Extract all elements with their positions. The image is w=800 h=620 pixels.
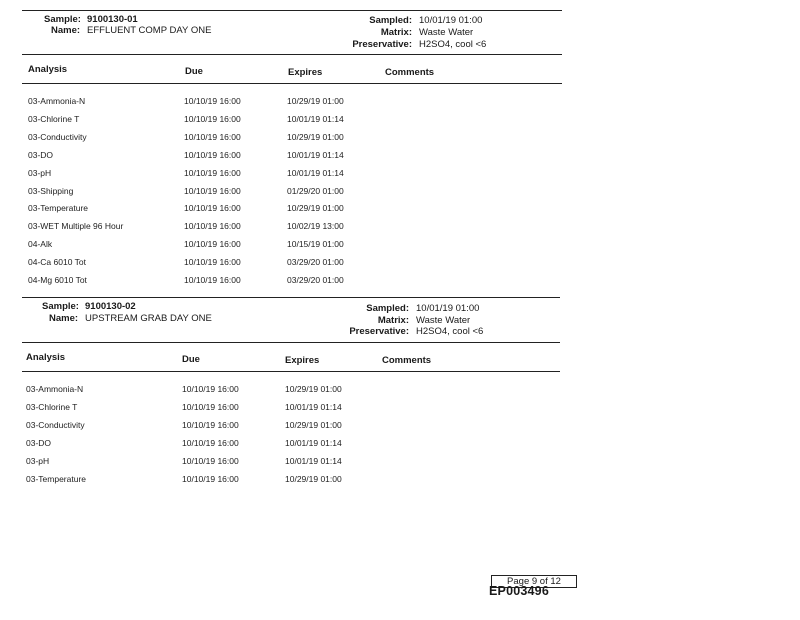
- sample-id: 9100130-01: [87, 14, 138, 25]
- cell-expires: 10/01/19 01:14: [285, 402, 342, 412]
- cell-expires: 01/29/20 01:00: [287, 185, 344, 196]
- page-indicator: Page 9 of 12: [491, 575, 577, 588]
- sample-id: 9100130-02: [85, 301, 136, 312]
- cell-analysis: 04-Alk: [28, 239, 53, 250]
- cell-due: 10/10/19 16:00: [182, 384, 239, 394]
- cell-expires: 10/01/19 01:14: [287, 167, 344, 178]
- matrix-value: Waste Water: [419, 27, 474, 38]
- cell-due: 10/10/19 16:00: [184, 167, 241, 178]
- preservative-value: H2SO4, cool <6: [416, 326, 484, 337]
- sample-name: EFFLUENT COMP DAY ONE: [87, 25, 212, 36]
- cell-expires: 03/29/20 01:00: [287, 275, 344, 285]
- cell-expires: 10/29/19 01:00: [285, 474, 342, 484]
- cell-analysis: 03-Conductivity: [26, 420, 85, 430]
- cell-analysis: 03-Conductivity: [28, 131, 87, 142]
- cell-analysis: 03-WET Multiple 96 Hour: [28, 221, 124, 232]
- cell-expires: 10/15/19 01:00: [287, 239, 344, 250]
- cell-expires: 10/01/19 01:14: [287, 149, 344, 160]
- column-header-due: Due: [185, 66, 203, 77]
- cell-due: 10/10/19 16:00: [182, 474, 239, 484]
- cell-analysis: 03-pH: [28, 167, 52, 178]
- cell-due: 10/10/19 16:00: [182, 438, 239, 448]
- cell-expires: 10/29/19 01:00: [285, 384, 342, 394]
- sample-label: Sample:: [42, 301, 79, 312]
- column-divider: [22, 83, 562, 84]
- cell-analysis: 03-DO: [28, 149, 54, 160]
- column-header-analysis: Analysis: [26, 352, 66, 363]
- column-header-analysis: Analysis: [28, 64, 68, 75]
- column-header-due: Due: [182, 354, 200, 365]
- cell-analysis: 03-Temperature: [26, 474, 87, 484]
- matrix-label: Matrix:: [377, 315, 409, 326]
- preservative-label: Preservative:: [352, 39, 412, 50]
- cell-due: 10/10/19 16:00: [184, 221, 241, 232]
- matrix-label: Matrix:: [380, 27, 412, 38]
- sampled-value: 10/01/19 01:00: [419, 15, 483, 26]
- cell-analysis: 03-pH: [26, 456, 50, 466]
- cell-expires: 03/29/20 01:00: [287, 257, 344, 268]
- cell-analysis: 03-Ammonia-N: [28, 96, 86, 106]
- cell-due: 10/10/19 16:00: [184, 203, 241, 214]
- column-header-expires: Expires: [285, 355, 320, 366]
- column-header-comments: Comments: [382, 355, 432, 366]
- cell-due: 10/10/19 16:00: [184, 113, 241, 124]
- sampled-label: Sampled:: [366, 303, 409, 314]
- column-header-comments: Comments: [385, 67, 435, 78]
- cell-analysis: 04-Mg 6010 Tot: [28, 275, 87, 285]
- preservative-label: Preservative:: [349, 326, 409, 337]
- bates-number: EP003496: [489, 584, 549, 598]
- cell-due: 10/10/19 16:00: [182, 402, 239, 412]
- cell-expires: 10/29/19 01:00: [285, 420, 342, 430]
- header-divider: [22, 342, 560, 343]
- cell-analysis: 03-Temperature: [28, 203, 89, 214]
- top-divider: [22, 10, 562, 11]
- cell-due: 10/10/19 16:00: [182, 420, 239, 430]
- cell-expires: 10/29/19 01:00: [287, 131, 344, 142]
- preservative-value: H2SO4, cool <6: [419, 39, 487, 50]
- cell-analysis: 03-DO: [26, 438, 52, 448]
- cell-due: 10/10/19 16:00: [184, 131, 241, 142]
- cell-analysis: 03-Chlorine T: [28, 113, 80, 124]
- cell-expires: 10/29/19 01:00: [287, 96, 344, 106]
- cell-due: 10/10/19 16:00: [184, 96, 241, 106]
- sampled-value: 10/01/19 01:00: [416, 303, 480, 314]
- cell-analysis: 03-Shipping: [28, 185, 74, 196]
- cell-expires: 10/01/19 01:14: [287, 113, 344, 124]
- name-label: Name:: [51, 25, 81, 36]
- sample-name: UPSTREAM GRAB DAY ONE: [85, 313, 212, 324]
- matrix-value: Waste Water: [416, 315, 471, 326]
- cell-analysis: 03-Chlorine T: [26, 402, 78, 412]
- cell-due: 10/10/19 16:00: [184, 239, 241, 250]
- name-label: Name:: [49, 313, 79, 324]
- cell-analysis: 03-Ammonia-N: [26, 384, 84, 394]
- column-header-expires: Expires: [288, 67, 323, 78]
- cell-due: 10/10/19 16:00: [184, 149, 241, 160]
- cell-expires: 10/02/19 13:00: [287, 221, 344, 232]
- cell-due: 10/10/19 16:00: [184, 185, 241, 196]
- column-divider: [22, 371, 560, 372]
- sample-divider: [22, 297, 560, 298]
- cell-analysis: 04-Ca 6010 Tot: [28, 257, 86, 268]
- sampled-label: Sampled:: [369, 15, 412, 26]
- cell-due: 10/10/19 16:00: [182, 456, 239, 466]
- sample-label: Sample:: [44, 14, 81, 25]
- cell-due: 10/10/19 16:00: [184, 275, 241, 285]
- header-divider: [22, 54, 562, 55]
- cell-due: 10/10/19 16:00: [184, 257, 241, 268]
- cell-expires: 10/01/19 01:14: [285, 456, 342, 466]
- cell-expires: 10/29/19 01:00: [287, 203, 344, 214]
- cell-expires: 10/01/19 01:14: [285, 438, 342, 448]
